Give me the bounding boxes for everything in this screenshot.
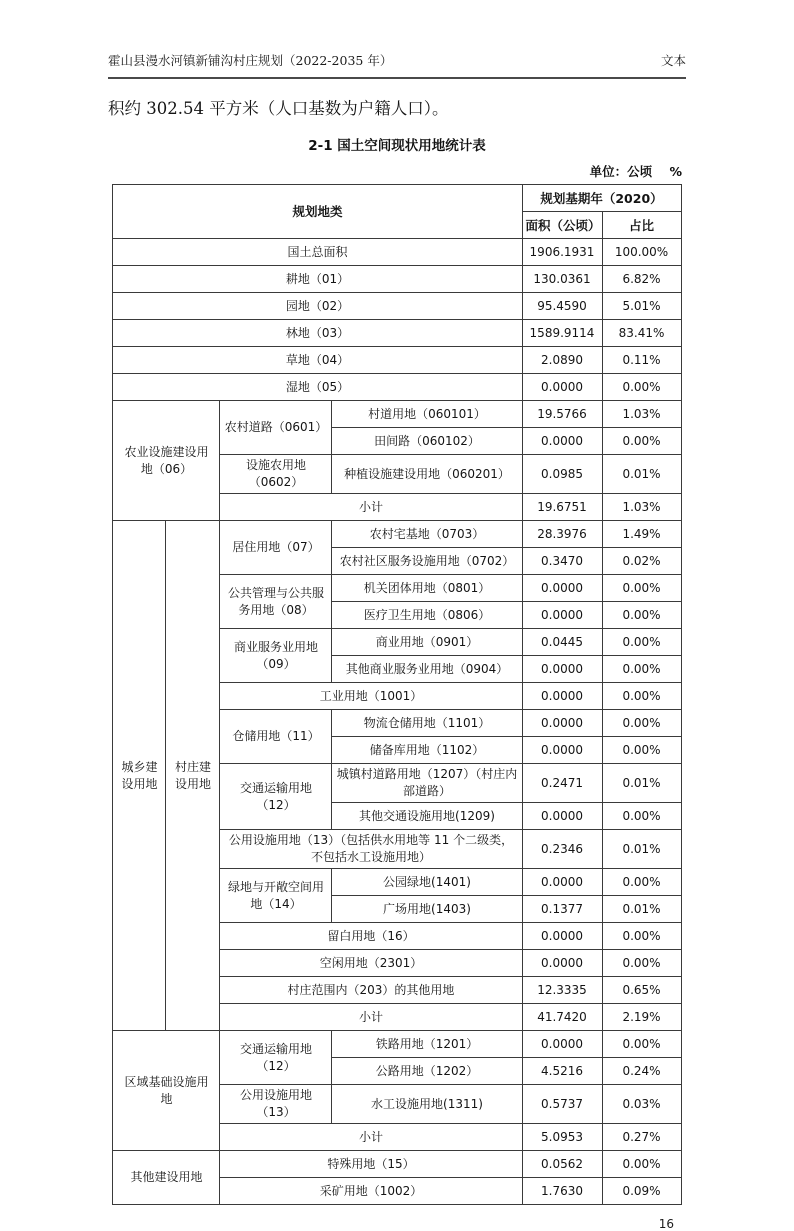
- label-cell: 其他交通设施用地(1209): [332, 803, 522, 830]
- area-cell: 1589.9114: [522, 320, 602, 347]
- ratio-cell: 0.00%: [602, 629, 681, 656]
- table-row: [113, 293, 681, 320]
- table-row: [113, 266, 681, 293]
- ratio-cell: 0.65%: [602, 977, 681, 1004]
- page-header: [108, 52, 686, 70]
- ratio-cell: 0.01%: [602, 455, 681, 494]
- area-cell: 28.3976: [522, 521, 602, 548]
- ratio-cell: 0.02%: [602, 548, 681, 575]
- label-cell: 居住用地（07）: [220, 521, 332, 575]
- area-cell: 2.0890: [522, 347, 602, 374]
- area-cell: 1.7630: [522, 1178, 602, 1205]
- header-left-title: 霍山县漫水河镇新铺沟村庄规划（2022-2035 年）: [108, 53, 393, 68]
- ratio-cell: 0.27%: [602, 1124, 681, 1151]
- table-title: 2-1 国土空间现状用地统计表: [308, 138, 486, 154]
- landuse-table: [112, 184, 681, 1205]
- ratio-cell: 0.00%: [602, 602, 681, 629]
- area-cell: 0.0000: [522, 1031, 602, 1058]
- area-cell: 0.0000: [522, 923, 602, 950]
- area-cell: 0.0000: [522, 656, 602, 683]
- label-cell: 农村宅基地（0703）: [332, 521, 522, 548]
- label-cell: 公园绿地(1401): [332, 869, 522, 896]
- table-row: [113, 1031, 681, 1058]
- header-ratio: 占比: [602, 212, 681, 239]
- label-cell: 种植设施建设用地（060201）: [332, 455, 522, 494]
- table-head: [113, 185, 681, 239]
- label-cell: 交通运输用地（12）: [220, 1031, 332, 1085]
- table-row: [113, 320, 681, 347]
- label-cell: 小计: [220, 1004, 522, 1031]
- label-cell: 国土总面积: [113, 239, 522, 266]
- label-cell: 其他建设用地: [113, 1151, 220, 1205]
- table-header-row-1: [113, 185, 681, 212]
- ratio-cell: 5.01%: [602, 293, 681, 320]
- area-cell: 0.2346: [522, 830, 602, 869]
- ratio-cell: 0.09%: [602, 1178, 681, 1205]
- label-cell: 交通运输用地（12）: [220, 764, 332, 830]
- label-cell: 商业用地（0901）: [332, 629, 522, 656]
- area-cell: 19.5766: [522, 401, 602, 428]
- area-cell: 1906.1931: [522, 239, 602, 266]
- table-body: [113, 239, 681, 1205]
- table-row: [113, 239, 681, 266]
- label-text: 村庄建设用地: [174, 759, 211, 791]
- ratio-cell: 0.00%: [602, 575, 681, 602]
- ratio-cell: 0.00%: [602, 869, 681, 896]
- label-cell: 农村道路（0601）: [220, 401, 332, 455]
- label-cell: 仓储用地（11）: [220, 710, 332, 764]
- area-cell: 4.5216: [522, 1058, 602, 1085]
- label-cell: 其他商业服务业用地（0904）: [332, 656, 522, 683]
- label-text: 区域基础设施用地: [124, 1074, 209, 1106]
- label-cell: 草地（04）: [113, 347, 522, 374]
- area-cell: 0.0000: [522, 710, 602, 737]
- label-cell: [113, 521, 166, 1031]
- ratio-cell: 0.00%: [602, 710, 681, 737]
- label-cell: 城镇村道路用地（1207）（村庄内部道路）: [332, 764, 522, 803]
- ratio-cell: 0.01%: [602, 896, 681, 923]
- label-cell: 耕地（01）: [113, 266, 522, 293]
- label-cell: 机关团体用地（0801）: [332, 575, 522, 602]
- page-number: 16: [658, 1217, 674, 1231]
- label-text: 城乡建设用地: [121, 759, 158, 791]
- label-cell: 特殊用地（15）: [220, 1151, 522, 1178]
- label-cell: 村道用地（060101）: [332, 401, 522, 428]
- label-cell: 空闲用地（2301）: [220, 950, 522, 977]
- ratio-cell: 1.03%: [602, 401, 681, 428]
- label-cell: 物流仓储用地（1101）: [332, 710, 522, 737]
- label-cell: 工业用地（1001）: [220, 683, 522, 710]
- label-cell: 小计: [220, 1124, 522, 1151]
- area-cell: 0.0000: [522, 737, 602, 764]
- ratio-cell: 0.00%: [602, 374, 681, 401]
- header-base-year: 规划基期年（2020）: [522, 185, 681, 212]
- label-cell: 广场用地(1403): [332, 896, 522, 923]
- area-cell: 0.0985: [522, 455, 602, 494]
- label-cell: 公路用地（1202）: [332, 1058, 522, 1085]
- area-cell: 0.0000: [522, 602, 602, 629]
- label-cell: [113, 401, 220, 521]
- label-cell: 园地（02）: [113, 293, 522, 320]
- ratio-cell: 0.00%: [602, 923, 681, 950]
- label-cell: [166, 521, 220, 1031]
- label-text: 农业设施建设用地（06）: [124, 444, 209, 476]
- label-cell: [113, 1031, 220, 1151]
- ratio-cell: 0.11%: [602, 347, 681, 374]
- ratio-cell: 0.24%: [602, 1058, 681, 1085]
- ratio-cell: 1.03%: [602, 494, 681, 521]
- label-cell: 医疗卫生用地（0806）: [332, 602, 522, 629]
- header-divider: [108, 77, 686, 79]
- area-cell: 0.0000: [522, 950, 602, 977]
- area-cell: 0.0000: [522, 683, 602, 710]
- ratio-cell: 0.00%: [602, 950, 681, 977]
- label-cell: 绿地与开敞空间用地（14）: [220, 869, 332, 923]
- label-cell: 留白用地（16）: [220, 923, 522, 950]
- label-cell: 铁路用地（1201）: [332, 1031, 522, 1058]
- table-row: [113, 521, 681, 548]
- ratio-cell: 0.00%: [602, 428, 681, 455]
- area-cell: 0.0445: [522, 629, 602, 656]
- area-cell: 0.2471: [522, 764, 602, 803]
- area-cell: 5.0953: [522, 1124, 602, 1151]
- ratio-cell: 0.00%: [602, 683, 681, 710]
- ratio-cell: 0.00%: [602, 1151, 681, 1178]
- ratio-cell: 0.00%: [602, 1031, 681, 1058]
- ratio-cell: 1.49%: [602, 521, 681, 548]
- ratio-cell: 0.00%: [602, 803, 681, 830]
- table-row: [113, 401, 681, 428]
- table-row: [113, 347, 681, 374]
- label-cell: 湿地（05）: [113, 374, 522, 401]
- area-cell: 0.0000: [522, 803, 602, 830]
- label-cell: 储备库用地（1102）: [332, 737, 522, 764]
- header-right-label: 文本: [660, 53, 686, 68]
- body-paragraph: 积约 302.54 平方米（人口基数为户籍人口）。: [108, 99, 449, 118]
- area-cell: 130.0361: [522, 266, 602, 293]
- label-cell: 田间路（060102）: [332, 428, 522, 455]
- table-row: [113, 374, 681, 401]
- ratio-cell: 100.00%: [602, 239, 681, 266]
- ratio-cell: 2.19%: [602, 1004, 681, 1031]
- label-cell: 设施农用地（0602）: [220, 455, 332, 494]
- label-cell: 公用设施用地（13）（包括供水用地等 11 个二级类，不包括水工设施用地）: [220, 830, 522, 869]
- area-cell: 19.6751: [522, 494, 602, 521]
- area-cell: 95.4590: [522, 293, 602, 320]
- label-cell: 商业服务业用地（09）: [220, 629, 332, 683]
- label-cell: 公用设施用地（13）: [220, 1085, 332, 1124]
- area-cell: 0.0000: [522, 869, 602, 896]
- area-cell: 0.5737: [522, 1085, 602, 1124]
- ratio-cell: 83.41%: [602, 320, 681, 347]
- header-area: 面积（公顷）: [522, 212, 602, 239]
- ratio-cell: 0.00%: [602, 656, 681, 683]
- table-row: [113, 1151, 681, 1178]
- area-cell: 0.0000: [522, 575, 602, 602]
- label-cell: 小计: [220, 494, 522, 521]
- ratio-cell: 0.01%: [602, 830, 681, 869]
- label-cell: 采矿用地（1002）: [220, 1178, 522, 1205]
- label-cell: 水工设施用地(1311): [332, 1085, 522, 1124]
- label-cell: 农村社区服务设施用地（0702）: [332, 548, 522, 575]
- label-cell: 公共管理与公共服务用地（08）: [220, 575, 332, 629]
- area-cell: 41.7420: [522, 1004, 602, 1031]
- area-cell: 0.0000: [522, 374, 602, 401]
- area-cell: 0.1377: [522, 896, 602, 923]
- ratio-cell: 0.03%: [602, 1085, 681, 1124]
- area-cell: 0.0562: [522, 1151, 602, 1178]
- unit-note: 单位：公顷 %: [589, 164, 682, 179]
- area-cell: 0.0000: [522, 428, 602, 455]
- label-cell: 林地（03）: [113, 320, 522, 347]
- ratio-cell: 0.00%: [602, 737, 681, 764]
- area-cell: 0.3470: [522, 548, 602, 575]
- header-planning-class: 规划地类: [113, 185, 522, 239]
- label-cell: 村庄范围内（203）的其他用地: [220, 977, 522, 1004]
- ratio-cell: 6.82%: [602, 266, 681, 293]
- ratio-cell: 0.01%: [602, 764, 681, 803]
- area-cell: 12.3335: [522, 977, 602, 1004]
